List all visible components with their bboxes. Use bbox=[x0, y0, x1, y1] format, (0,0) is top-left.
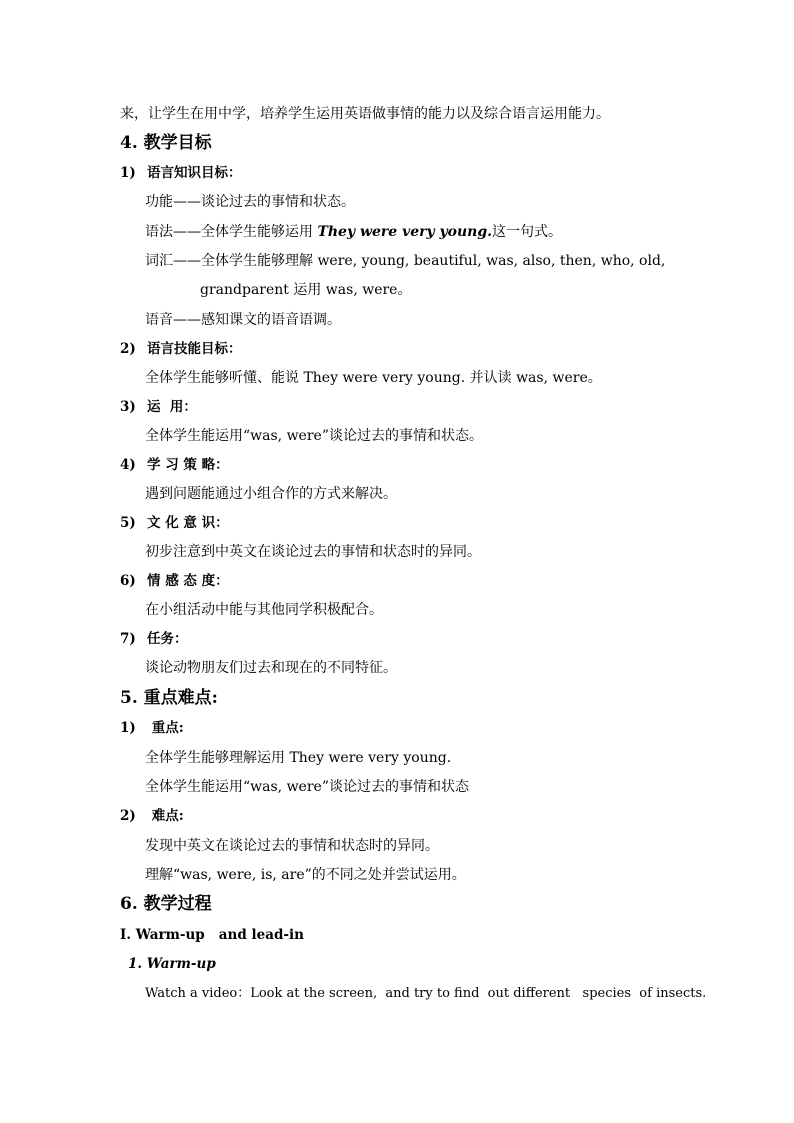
task-line: 谈论动物朋友们过去和现在的不同特征。 bbox=[145, 660, 397, 676]
difficulty-2: 理解“was, were, is, are”的不同之处并尝试运用。 bbox=[145, 867, 466, 883]
key-point-1: 全体学生能够理解运用 They were very young. bbox=[145, 750, 452, 766]
section-4-title: 4. 教学目标 bbox=[120, 133, 212, 153]
grammar-suffix: 这一句式。 bbox=[492, 224, 563, 240]
vocab-line-1: 词汇——全体学生能够理解 were, young, beautiful, was, also, then, who, old, bbox=[145, 253, 666, 269]
activity-line: Watch a video：Look at the screen, and try to find out different species of insects. bbox=[145, 986, 707, 1001]
list-number: 1) bbox=[120, 165, 136, 181]
vocab-line-2: grandparent 运用 was, were。 bbox=[200, 282, 412, 298]
list-label: 学 习 策 略： bbox=[147, 457, 229, 473]
section-6-title: 6. 教学过程 bbox=[120, 894, 212, 914]
intro-line: 来，让学生在用中学，培养学生运用英语做事情的能力以及综合语言运用能力。 bbox=[120, 106, 610, 122]
objective-5-heading bbox=[120, 513, 229, 533]
attitude-line: 在小组活动中能与其他同学积极配合。 bbox=[145, 602, 383, 618]
objective-3-heading bbox=[120, 397, 197, 417]
section-5-title: 5. 重点难点: bbox=[120, 688, 218, 708]
grammar-sentence: They were very young. bbox=[317, 224, 493, 240]
objective-6-heading bbox=[120, 571, 229, 591]
list-label: 语言知识目标： bbox=[147, 165, 242, 181]
list-number: 5) bbox=[120, 515, 136, 531]
grammar-line bbox=[145, 222, 562, 242]
list-label: 重点: bbox=[147, 720, 184, 736]
list-label: 语言技能目标： bbox=[147, 341, 242, 357]
list-label: 文 化 意 识： bbox=[147, 515, 229, 531]
phonetics-line: 语音——感知课文的语音语调。 bbox=[145, 312, 341, 328]
difficulties-heading bbox=[120, 806, 184, 826]
list-label: 运 用： bbox=[147, 399, 197, 415]
list-number: 2) bbox=[120, 808, 136, 824]
list-label: 情 感 态 度： bbox=[147, 573, 229, 589]
function-line: 功能——谈论过去的事情和状态。 bbox=[145, 194, 355, 210]
list-number: 3) bbox=[120, 399, 136, 415]
grammar-prefix: 语法——全体学生能够运用 bbox=[145, 224, 318, 240]
list-number: 7) bbox=[120, 631, 136, 647]
objective-7-heading bbox=[120, 629, 188, 649]
objective-4-heading bbox=[120, 455, 229, 475]
list-number: 6) bbox=[120, 573, 136, 589]
skill-line: 全体学生能够听懂、能说 They were very young. 并认读 was, were。 bbox=[145, 370, 602, 386]
difficulty-1: 发现中英文在谈论过去的事情和状态时的异同。 bbox=[145, 838, 439, 854]
usage-line: 全体学生能运用“was, were”谈论过去的事情和状态。 bbox=[145, 428, 483, 444]
objective-2-heading bbox=[120, 339, 242, 359]
step-heading: 1. Warm-up bbox=[128, 956, 216, 972]
objective-1-heading bbox=[120, 163, 242, 183]
key-points-heading bbox=[120, 718, 184, 738]
list-number: 1) bbox=[120, 720, 136, 736]
culture-line: 初步注意到中英文在谈论过去的事情和状态时的异同。 bbox=[145, 544, 481, 560]
key-point-2: 全体学生能运用“was, were”谈论过去的事情和状态 bbox=[145, 779, 469, 795]
list-label: 难点: bbox=[147, 808, 184, 824]
list-label: 任务： bbox=[147, 631, 188, 647]
list-number: 2) bbox=[120, 341, 136, 357]
strategy-line: 遇到问题能通过小组合作的方式来解决。 bbox=[145, 486, 397, 502]
stage-heading: I. Warm-up and lead-in bbox=[120, 927, 304, 943]
list-number: 4) bbox=[120, 457, 136, 473]
